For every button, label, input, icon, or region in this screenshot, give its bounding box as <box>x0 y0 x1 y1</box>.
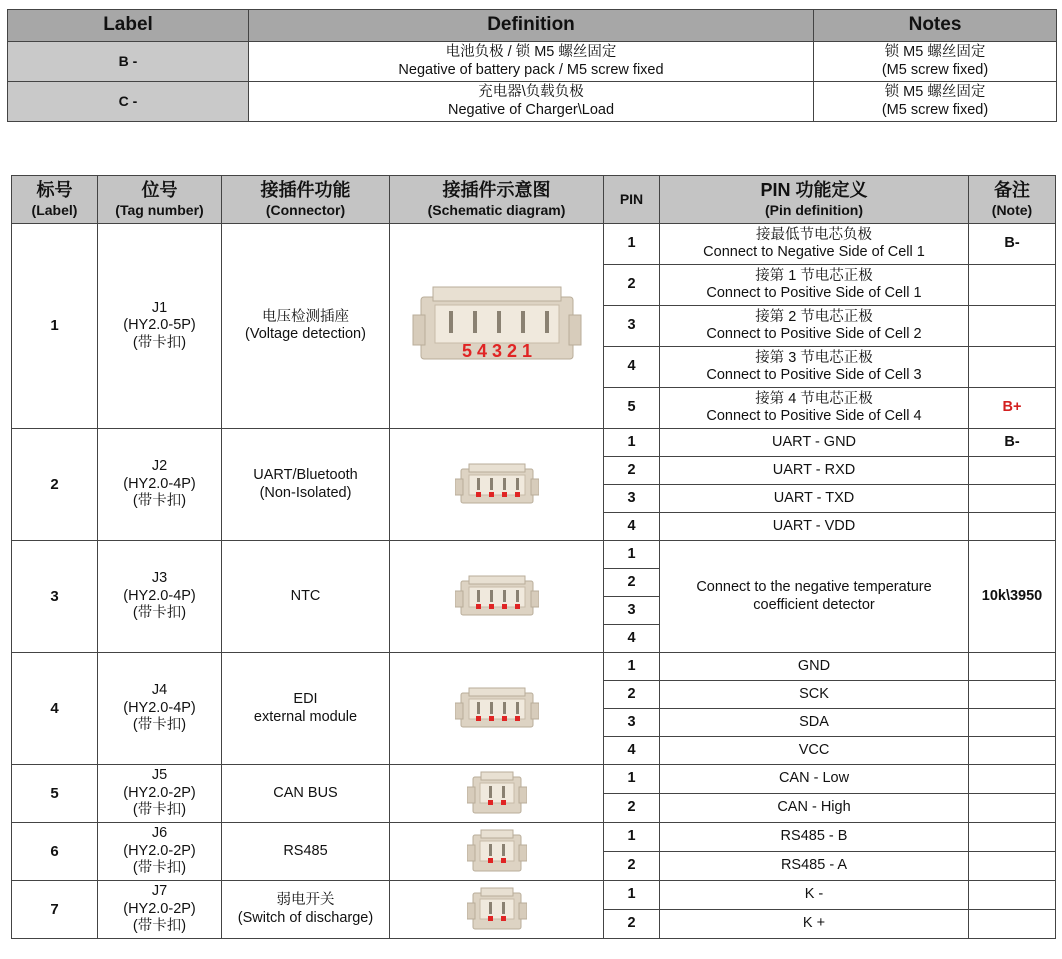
connector-2p-image <box>467 829 527 875</box>
pin-definition: CAN - High <box>660 794 969 823</box>
connector-function: 弱电开关 (Switch of discharge) <box>222 881 390 939</box>
pin-number: 5 <box>604 388 660 429</box>
definition-cn: 充电器\负载负极 <box>478 84 584 101</box>
pin-number: 1 <box>604 881 660 910</box>
pin-definition: 接第 3 节电芯正极 Connect to Positive Side of Cell 3 <box>660 347 969 388</box>
pin-definition: SCK <box>660 681 969 709</box>
connector-function: 电压检测插座 (Voltage detection) <box>222 224 390 429</box>
pin-number: 3 <box>604 485 660 513</box>
connector-function: CAN BUS <box>222 765 390 823</box>
connector-label: 7 <box>12 881 98 939</box>
row-notes <box>814 82 1057 122</box>
row-notes <box>814 42 1057 82</box>
pin-note: 10k\3950 <box>969 541 1056 653</box>
header-tag-number: 位号 (Tag number) <box>98 176 222 224</box>
connector-5p-image <box>411 285 583 367</box>
connector-label: 5 <box>12 765 98 823</box>
pin-note <box>969 794 1056 823</box>
pin-number: 2 <box>604 457 660 485</box>
connector-label: 1 <box>12 224 98 429</box>
connector-label: 2 <box>12 429 98 541</box>
pin-number: 1 <box>604 224 660 265</box>
table-row <box>12 224 1056 265</box>
pin-note <box>969 306 1056 347</box>
schematic-cell <box>390 653 604 765</box>
pin-definition: K - <box>660 881 969 910</box>
header-note: 备注 (Note) <box>969 176 1056 224</box>
definition-en: Negative of Charger\Load <box>447 101 615 118</box>
connector-2p-image <box>467 771 527 817</box>
connector-function: RS485 <box>222 823 390 881</box>
pin-number: 1 <box>604 823 660 852</box>
pin-note <box>969 265 1056 306</box>
pin-number: 4 <box>604 737 660 765</box>
pin-note <box>969 653 1056 681</box>
pin-definition: RS485 - B <box>660 823 969 852</box>
connector-label: 3 <box>12 541 98 653</box>
pin-number: 1 <box>604 765 660 794</box>
note-en: (M5 screw fixed) <box>881 61 989 78</box>
pin-number: 3 <box>604 709 660 737</box>
pin-definition: 接第 1 节电芯正极 Connect to Positive Side of Cell 1 <box>660 265 969 306</box>
connector-function: UART/Bluetooth (Non-Isolated) <box>222 429 390 541</box>
tag-number: J4 (HY2.0-4P) (带卡扣) <box>98 653 222 765</box>
table-row <box>12 881 1056 910</box>
pin-definition: UART - GND <box>660 429 969 457</box>
pin-number: 3 <box>604 306 660 347</box>
tag-number: J1 (HY2.0-5P) (带卡扣) <box>98 224 222 429</box>
pin-definition: 接第 4 节电芯正极 Connect to Positive Side of Cell 4 <box>660 388 969 429</box>
schematic-cell <box>390 429 604 541</box>
pin-number: 1 <box>604 429 660 457</box>
connector-function: EDI external module <box>222 653 390 765</box>
pin-note <box>969 765 1056 794</box>
table-row <box>8 82 1057 122</box>
schematic-cell <box>390 224 604 429</box>
schematic-cell <box>390 541 604 653</box>
pin-note <box>969 485 1056 513</box>
pin-note <box>969 513 1056 541</box>
pin-note: B- <box>969 224 1056 265</box>
connector-label: 4 <box>12 653 98 765</box>
note-en: (M5 screw fixed) <box>881 101 989 118</box>
pin-note <box>969 737 1056 765</box>
table-row <box>12 765 1056 794</box>
header-pin-definition: PIN 功能定义 (Pin definition) <box>660 176 969 224</box>
schematic-cell <box>390 881 604 939</box>
pin-number: 2 <box>604 681 660 709</box>
pin-definition: SDA <box>660 709 969 737</box>
row-label: B - <box>8 42 249 82</box>
header-label: 标号 (Label) <box>12 176 98 224</box>
table-row <box>12 823 1056 852</box>
connector-table <box>11 175 1056 939</box>
pin-note <box>969 347 1056 388</box>
connector-table-header <box>12 176 1056 224</box>
header-schematic: 接插件示意图 (Schematic diagram) <box>390 176 604 224</box>
pin-definition: VCC <box>660 737 969 765</box>
pin-note <box>969 852 1056 881</box>
row-definition <box>249 42 814 82</box>
pin-definition: K + <box>660 910 969 939</box>
note-cn: 锁 M5 螺丝固定 <box>884 84 986 101</box>
pin-number: 2 <box>604 910 660 939</box>
pin-definition: RS485 - A <box>660 852 969 881</box>
pin-number: 2 <box>604 265 660 306</box>
pin-definition: Connect to the negative temperature coefficient detector <box>660 541 969 653</box>
note-cn: 锁 M5 螺丝固定 <box>884 44 986 61</box>
pin-number: 2 <box>604 852 660 881</box>
pin-note <box>969 457 1056 485</box>
pin-definition: UART - TXD <box>660 485 969 513</box>
pin-number: 4 <box>604 513 660 541</box>
connector-4p-image <box>455 687 539 731</box>
pin-note <box>969 881 1056 910</box>
pin-definition: 接最低节电芯负极 Connect to Negative Side of Cell 1 <box>660 224 969 265</box>
table-row <box>12 541 1056 569</box>
header-connector: 接插件功能 (Connector) <box>222 176 390 224</box>
row-definition <box>249 82 814 122</box>
definition-cn: 电池负极 / 锁 M5 螺丝固定 <box>445 44 617 61</box>
pin-number: 2 <box>604 569 660 597</box>
connector-2p-image <box>467 887 527 933</box>
pin-definition: UART - VDD <box>660 513 969 541</box>
definition-en: Negative of battery pack / M5 screw fixed <box>398 61 664 78</box>
pin-note: B- <box>969 429 1056 457</box>
pin-definition: GND <box>660 653 969 681</box>
pin-note <box>969 910 1056 939</box>
pin-note <box>969 823 1056 852</box>
connector-function: NTC <box>222 541 390 653</box>
pin-number: 3 <box>604 597 660 625</box>
pin-number: 4 <box>604 625 660 653</box>
table-row <box>12 429 1056 457</box>
tag-number: J7 (HY2.0-2P) (带卡扣) <box>98 881 222 939</box>
terminal-table-header <box>8 10 1057 42</box>
connector-label: 6 <box>12 823 98 881</box>
pin-number: 1 <box>604 653 660 681</box>
pin-note <box>969 681 1056 709</box>
pin-number-labels: 5 4 3 2 1 <box>461 341 532 361</box>
pin-note <box>969 709 1056 737</box>
terminal-table <box>7 9 1057 122</box>
table-row <box>8 42 1057 82</box>
pin-definition: UART - RXD <box>660 457 969 485</box>
table-row <box>12 653 1056 681</box>
pin-note: B+ <box>969 388 1056 429</box>
tag-number: J6 (HY2.0-2P) (带卡扣) <box>98 823 222 881</box>
tag-number: J5 (HY2.0-2P) (带卡扣) <box>98 765 222 823</box>
pin-number: 4 <box>604 347 660 388</box>
connector-4p-image <box>455 575 539 619</box>
schematic-cell <box>390 823 604 881</box>
header-notes: Notes <box>814 10 1057 42</box>
header-pin: PIN <box>604 176 660 224</box>
tag-number: J2 (HY2.0-4P) (带卡扣) <box>98 429 222 541</box>
connector-4p-image <box>455 463 539 507</box>
schematic-cell <box>390 765 604 823</box>
pin-number: 1 <box>604 541 660 569</box>
pin-definition: 接第 2 节电芯正极 Connect to Positive Side of Cell 2 <box>660 306 969 347</box>
tag-number: J3 (HY2.0-4P) (带卡扣) <box>98 541 222 653</box>
pin-number: 2 <box>604 794 660 823</box>
header-label: Label <box>8 10 249 42</box>
row-label: C - <box>8 82 249 122</box>
header-definition: Definition <box>249 10 814 42</box>
pin-definition: CAN - Low <box>660 765 969 794</box>
